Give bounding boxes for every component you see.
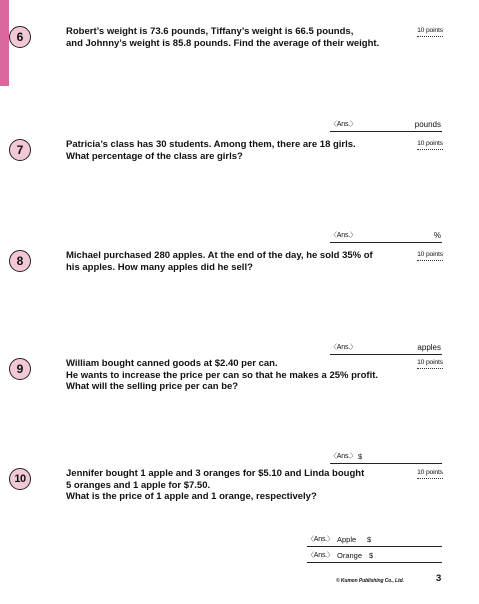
problem-text-line: What is the price of 1 apple and 1 orange, respectively? xyxy=(66,491,317,502)
problem-number-badge: 10 xyxy=(9,468,31,490)
answer-unit: apples xyxy=(417,343,441,352)
problem-text-line: What percentage of the class are girls? xyxy=(66,150,243,162)
answer-label: 〈Ans.〉 xyxy=(307,536,334,543)
problem-text-line: his apples. How many apples did he sell? xyxy=(66,261,253,273)
answer-label: 〈Ans.〉 xyxy=(330,232,357,239)
answer-line-apple[interactable] xyxy=(307,535,442,547)
section-color-tab xyxy=(0,0,9,86)
problem-text-line: Michael purchased 280 apples. At the end of the day, he sold 35% of xyxy=(66,250,373,261)
problem-text-line: Jennifer bought 1 apple and 3 oranges for $5.10 and Linda bought xyxy=(66,468,365,479)
points-label: 10 points xyxy=(417,469,443,479)
answer-line[interactable] xyxy=(330,343,442,355)
problem-text-line: and Johnny’s weight is 85.8 pounds. Find the average of their weight. xyxy=(66,37,380,49)
page-number: 3 xyxy=(436,573,442,584)
problem-number-badge: 9 xyxy=(9,358,31,380)
answer-unit: % xyxy=(433,231,441,240)
answer-item-apple: Apple xyxy=(337,535,357,544)
problem-text-line: What will the selling price per can be? xyxy=(66,381,239,392)
answer-line[interactable] xyxy=(330,120,442,132)
problem-text xyxy=(66,358,401,393)
points-label: 10 points xyxy=(417,359,443,369)
answer-line-orange[interactable] xyxy=(307,551,442,563)
answer-item-orange: Orange xyxy=(337,551,363,560)
problem-text-line: He wants to increase the price per can so that he makes a 25% profit. xyxy=(66,369,379,381)
problem-number-badge: 6 xyxy=(9,26,31,48)
problem-text-line: Robert’s weight is 73.6 pounds, Tiffany’s weight is 66.5 pounds, xyxy=(66,26,354,37)
answer-label: 〈Ans.〉 xyxy=(330,121,357,128)
problem-number-badge: 8 xyxy=(9,250,31,272)
answer-unit: $ xyxy=(358,452,363,461)
problem-text xyxy=(66,139,401,162)
points-label: 10 points xyxy=(417,251,443,261)
problem-text-line: Patricia’s class has 30 students. Among them, there are 18 girls. xyxy=(66,139,356,150)
answer-line[interactable] xyxy=(330,452,442,464)
problem-number-badge: 7 xyxy=(9,139,31,161)
copyright-notice: © Kumon Publishing Co., Ltd. xyxy=(336,578,404,584)
answer-line[interactable] xyxy=(330,231,442,243)
answer-unit: pounds xyxy=(414,120,441,129)
problem-text xyxy=(66,250,401,273)
points-label: 10 points xyxy=(417,140,443,150)
points-label: 10 points xyxy=(417,27,443,37)
problem-text xyxy=(66,468,401,503)
answer-unit: $ xyxy=(367,535,372,544)
problem-text xyxy=(66,26,401,49)
problem-text-line: 5 oranges and 1 apple for $7.50. xyxy=(66,479,211,491)
answer-label: 〈Ans.〉 xyxy=(330,344,357,351)
answer-label: 〈Ans.〉 xyxy=(330,453,357,460)
problem-text-line: William bought canned goods at $2.40 per can. xyxy=(66,358,278,369)
answer-label: 〈Ans.〉 xyxy=(307,552,334,559)
answer-unit: $ xyxy=(369,551,374,560)
